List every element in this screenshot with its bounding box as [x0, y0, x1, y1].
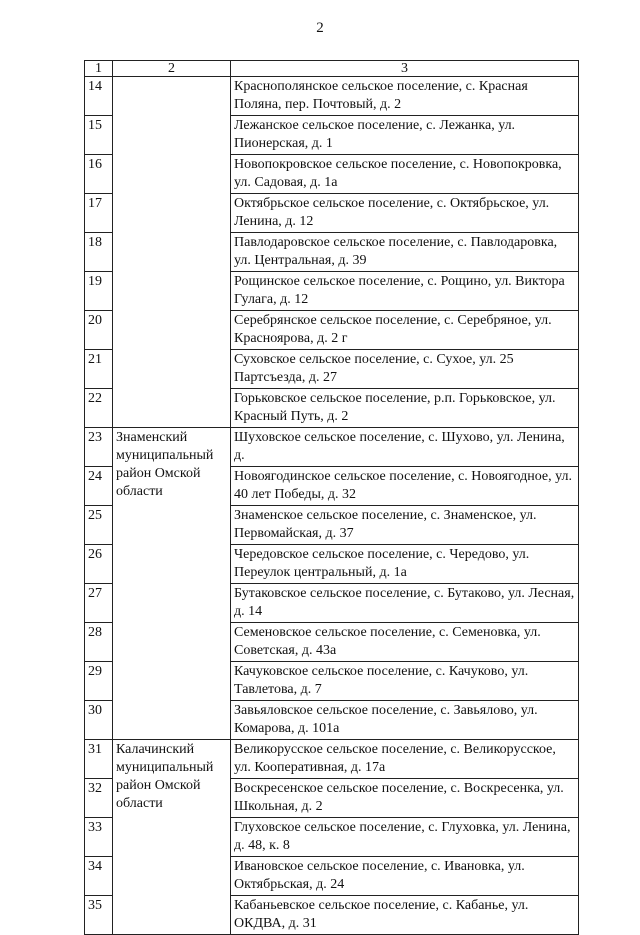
- row-number: 26: [85, 545, 113, 584]
- settlement-address: Горьковское сельское поселение, р.п. Горьковское, ул. Красный Путь, д. 2: [231, 389, 579, 428]
- row-number: 25: [85, 506, 113, 545]
- column-header-3: 3: [231, 61, 579, 77]
- row-number: 27: [85, 584, 113, 623]
- settlement-address: Семеновское сельское поселение, с. Семеновка, ул. Советская, д. 43а: [231, 623, 579, 662]
- settlement-address: Шуховское сельское поселение, с. Шухово, ул. Ленина, д.: [231, 428, 579, 467]
- row-number: 28: [85, 623, 113, 662]
- district-name: Знаменский муниципальный район Омской области: [113, 428, 231, 740]
- settlements-table: [84, 60, 579, 935]
- row-number: 15: [85, 116, 113, 155]
- settlement-address: Октябрьское сельское поселение, с. Октябрьское, ул. Ленина, д. 12: [231, 194, 579, 233]
- row-number: 35: [85, 896, 113, 935]
- row-number: 33: [85, 818, 113, 857]
- settlement-address: Воскресенское сельское поселение, с. Воскресенка, ул. Школьная, д. 2: [231, 779, 579, 818]
- settlement-address: Знаменское сельское поселение, с. Знаменское, ул. Первомайская, д. 37: [231, 506, 579, 545]
- settlement-address: Новопокровское сельское поселение, с. Новопокровка, ул. Садовая, д. 1а: [231, 155, 579, 194]
- column-header-1: 1: [85, 61, 113, 77]
- settlement-address: Качуковское сельское поселение, с. Качуково, ул. Тавлетова, д. 7: [231, 662, 579, 701]
- settlement-address: Бутаковское сельское поселение, с. Бутаково, ул. Лесная, д. 14: [231, 584, 579, 623]
- row-number: 31: [85, 740, 113, 779]
- row-number: 20: [85, 311, 113, 350]
- row-number: 30: [85, 701, 113, 740]
- settlement-address: Рощинское сельское поселение, с. Рощино, ул. Виктора Гулага, д. 12: [231, 272, 579, 311]
- settlement-address: Чередовское сельское поселение, с. Чередово, ул. Переулок центральный, д. 1а: [231, 545, 579, 584]
- settlement-address: Завьяловское сельское поселение, с. Завьялово, ул. Комарова, д. 101а: [231, 701, 579, 740]
- settlement-address: Великорусское сельское поселение, с. Великорусское, ул. Кооперативная, д. 17а: [231, 740, 579, 779]
- row-number: 32: [85, 779, 113, 818]
- table-row: [85, 428, 579, 467]
- district-name: [113, 77, 231, 428]
- row-number: 21: [85, 350, 113, 389]
- table-row: [85, 740, 579, 779]
- settlement-address: Лежанское сельское поселение, с. Лежанка, ул. Пионерская, д. 1: [231, 116, 579, 155]
- settlement-address: Серебрянское сельское поселение, с. Серебряное, ул. Красноярова, д. 2 г: [231, 311, 579, 350]
- table-body: [85, 77, 579, 935]
- page-number: 2: [316, 20, 324, 36]
- table-row: [85, 77, 579, 116]
- row-number: 23: [85, 428, 113, 467]
- table-header-row: [85, 61, 579, 77]
- settlement-address: Суховское сельское поселение, с. Сухое, ул. 25 Партсъезда, д. 27: [231, 350, 579, 389]
- settlement-address: Павлодаровское сельское поселение, с. Павлодаровка, ул. Центральная, д. 39: [231, 233, 579, 272]
- column-header-2: 2: [113, 61, 231, 77]
- row-number: 24: [85, 467, 113, 506]
- row-number: 29: [85, 662, 113, 701]
- row-number: 14: [85, 77, 113, 116]
- district-name: Калачинский муниципальный район Омской области: [113, 740, 231, 935]
- settlement-address: Краснополянское сельское поселение, с. Красная Поляна, пер. Почтовый, д. 2: [231, 77, 579, 116]
- settlement-address: Новоягодинское сельское поселение, с. Новоягодное, ул. 40 лет Победы, д. 32: [231, 467, 579, 506]
- row-number: 19: [85, 272, 113, 311]
- row-number: 18: [85, 233, 113, 272]
- row-number: 17: [85, 194, 113, 233]
- settlement-address: Кабаньевское сельское поселение, с. Кабанье, ул. ОКДВА, д. 31: [231, 896, 579, 935]
- row-number: 16: [85, 155, 113, 194]
- settlement-address: Ивановское сельское поселение, с. Ивановка, ул. Октябрьская, д. 24: [231, 857, 579, 896]
- row-number: 22: [85, 389, 113, 428]
- settlement-address: Глуховское сельское поселение, с. Глуховка, ул. Ленина, д. 48, к. 8: [231, 818, 579, 857]
- row-number: 34: [85, 857, 113, 896]
